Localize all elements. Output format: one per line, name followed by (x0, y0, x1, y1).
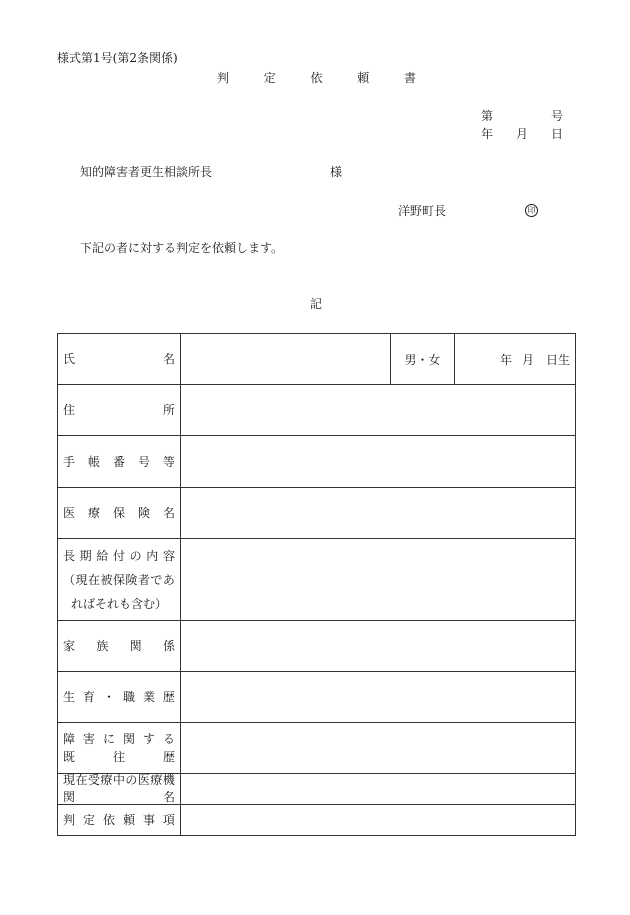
label-text (63, 455, 175, 469)
label-current-medical-institution (58, 774, 181, 804)
label-char: あ (162, 572, 175, 587)
note-heading: 記 (310, 297, 323, 311)
label-line (63, 568, 175, 592)
label-char: 障 (63, 732, 76, 746)
label-char: 関 (122, 732, 135, 746)
label-line (63, 789, 175, 804)
label-char: 依 (102, 813, 115, 827)
label-health-insurance (58, 488, 181, 538)
request-form-table (57, 333, 576, 836)
sex-options: 男・女 (391, 334, 455, 384)
label-char: ・ (102, 690, 115, 704)
form-number: 様式第1号(第2条関係) (57, 51, 178, 65)
label-assessment-request (58, 805, 181, 835)
birth-year-label: 年 (499, 352, 512, 367)
label-upbringing-career (58, 672, 181, 722)
address-field (181, 385, 575, 435)
label-line: ればそれも含む） (70, 596, 167, 611)
label-char: 定 (263, 71, 276, 85)
label-name (58, 334, 181, 384)
label-char: 中 (112, 774, 125, 787)
label-char: 等 (162, 454, 175, 469)
label-text (63, 639, 175, 653)
birth-day-label: 日生 (545, 352, 570, 367)
label-char: 所 (162, 403, 175, 417)
document-title (217, 71, 416, 85)
label-char: 現 (63, 774, 76, 787)
table-row-family-relations (58, 621, 575, 672)
label-char: 保 (112, 506, 125, 520)
label-char: 往 (112, 750, 125, 764)
label-char: 付 (112, 548, 125, 563)
label-char: 内 (146, 548, 159, 563)
label-char: の (129, 548, 142, 563)
label-char: 生 (63, 690, 76, 704)
label-char: 育 (82, 690, 95, 704)
label-char: る (162, 732, 175, 746)
label-char: 既 (63, 750, 76, 764)
label-char: 歴 (162, 690, 175, 704)
label-char: 歴 (162, 750, 175, 764)
family-relations-field (181, 621, 575, 671)
label-disability-history (58, 723, 181, 773)
label-char: 族 (96, 639, 109, 653)
label-char: 医 (63, 506, 76, 520)
label-address (58, 385, 181, 435)
table-row-health-insurance (58, 488, 575, 539)
table-row-current-medical-institution (58, 774, 575, 805)
current-medical-institution-field (181, 774, 575, 804)
label-char: 業 (142, 690, 155, 704)
label-char: 頼 (357, 71, 370, 85)
table-row-disability-history (58, 723, 575, 774)
label-char: 定 (82, 813, 95, 827)
label-char: 給 (96, 548, 109, 563)
seal-mark (525, 204, 538, 217)
reference-number-suffix: 号 (551, 109, 564, 123)
label-char: 係 (162, 639, 175, 653)
request-text: 下記の者に対する判定を依頼します。 (80, 241, 284, 255)
label-char: 受 (87, 774, 100, 787)
label-char: の (125, 774, 138, 787)
label-char: 書 (403, 71, 416, 85)
name-field (181, 334, 391, 384)
label-char: で (150, 572, 163, 587)
label-char: 険 (125, 572, 138, 587)
label-char: 依 (310, 71, 323, 85)
label-char: 名 (162, 506, 175, 520)
label-char: 在 (87, 572, 100, 587)
label-char: 帳 (87, 454, 100, 469)
label-char: 氏 (63, 352, 76, 366)
table-row-upbringing-career (58, 672, 575, 723)
label-char: 被 (100, 572, 113, 587)
label-char: 療 (150, 774, 163, 787)
assessment-request-field (181, 805, 575, 835)
label-char: 判 (217, 71, 230, 85)
table-row-long-term-benefits (58, 539, 575, 621)
label-char: 者 (137, 572, 150, 587)
label-text (63, 506, 175, 520)
label-char: 事 (142, 813, 155, 827)
label-char: 住 (63, 403, 76, 417)
label-text (63, 690, 175, 704)
label-char: 名 (162, 790, 175, 804)
label-char: 期 (79, 548, 92, 563)
date-year: 年 (481, 127, 494, 141)
health-insurance-field (181, 488, 575, 538)
label-char: 長 (63, 548, 76, 563)
label-char: （ (63, 572, 76, 587)
label-text (63, 813, 175, 827)
label-char: 保 (112, 572, 125, 587)
table-row-assessment-request (58, 805, 575, 835)
label-line (63, 730, 175, 748)
addressee-honorific: 様 (330, 165, 343, 179)
label-char: 機 (162, 774, 175, 787)
label-char: 手 (63, 454, 76, 469)
upbringing-career-field (181, 672, 575, 722)
label-char: 険 (137, 506, 150, 520)
table-row-handbook-number (58, 436, 575, 488)
disability-history-field (181, 723, 575, 773)
handbook-number-field (181, 436, 575, 487)
label-char: す (142, 732, 155, 746)
label-char: に (102, 732, 115, 746)
label-char: 関 (129, 639, 142, 653)
label-char: 関 (63, 790, 76, 804)
label-char: 号 (137, 454, 150, 469)
label-char: 容 (162, 548, 175, 563)
label-char: 医 (137, 774, 150, 787)
long-term-benefits-field (181, 539, 575, 620)
seal-icon: 印 (525, 204, 538, 217)
birth-month-label: 月 (521, 352, 534, 367)
reference-number-prefix: 第 (481, 109, 494, 123)
label-char: 項 (162, 813, 175, 827)
label-handbook-number (58, 436, 181, 487)
label-line (63, 774, 175, 789)
label-char: 療 (100, 774, 113, 787)
label-char: 職 (122, 690, 135, 704)
label-char: 番 (112, 454, 125, 469)
addressee-title: 知的障害者更生相談所長 (80, 165, 213, 179)
label-char: 在 (75, 774, 88, 787)
label-char: 現 (75, 572, 88, 587)
table-row-address (58, 385, 575, 436)
date-month: 月 (516, 127, 529, 141)
date-day: 日 (551, 127, 564, 141)
label-line (63, 544, 175, 568)
label-char: 名 (162, 352, 175, 366)
label-long-term-benefits (58, 539, 181, 620)
label-text (63, 352, 175, 366)
label-char: 害 (82, 732, 95, 746)
table-row-name (58, 334, 575, 385)
label-text (63, 403, 175, 417)
sender-title: 洋野町長 (398, 204, 447, 218)
label-line (63, 748, 175, 766)
label-char: 判 (63, 813, 76, 827)
label-char: 療 (87, 506, 100, 520)
label-family-relations (58, 621, 181, 671)
birth-date-field (455, 334, 575, 384)
label-char: 家 (63, 639, 76, 653)
label-char: 頼 (122, 813, 135, 827)
